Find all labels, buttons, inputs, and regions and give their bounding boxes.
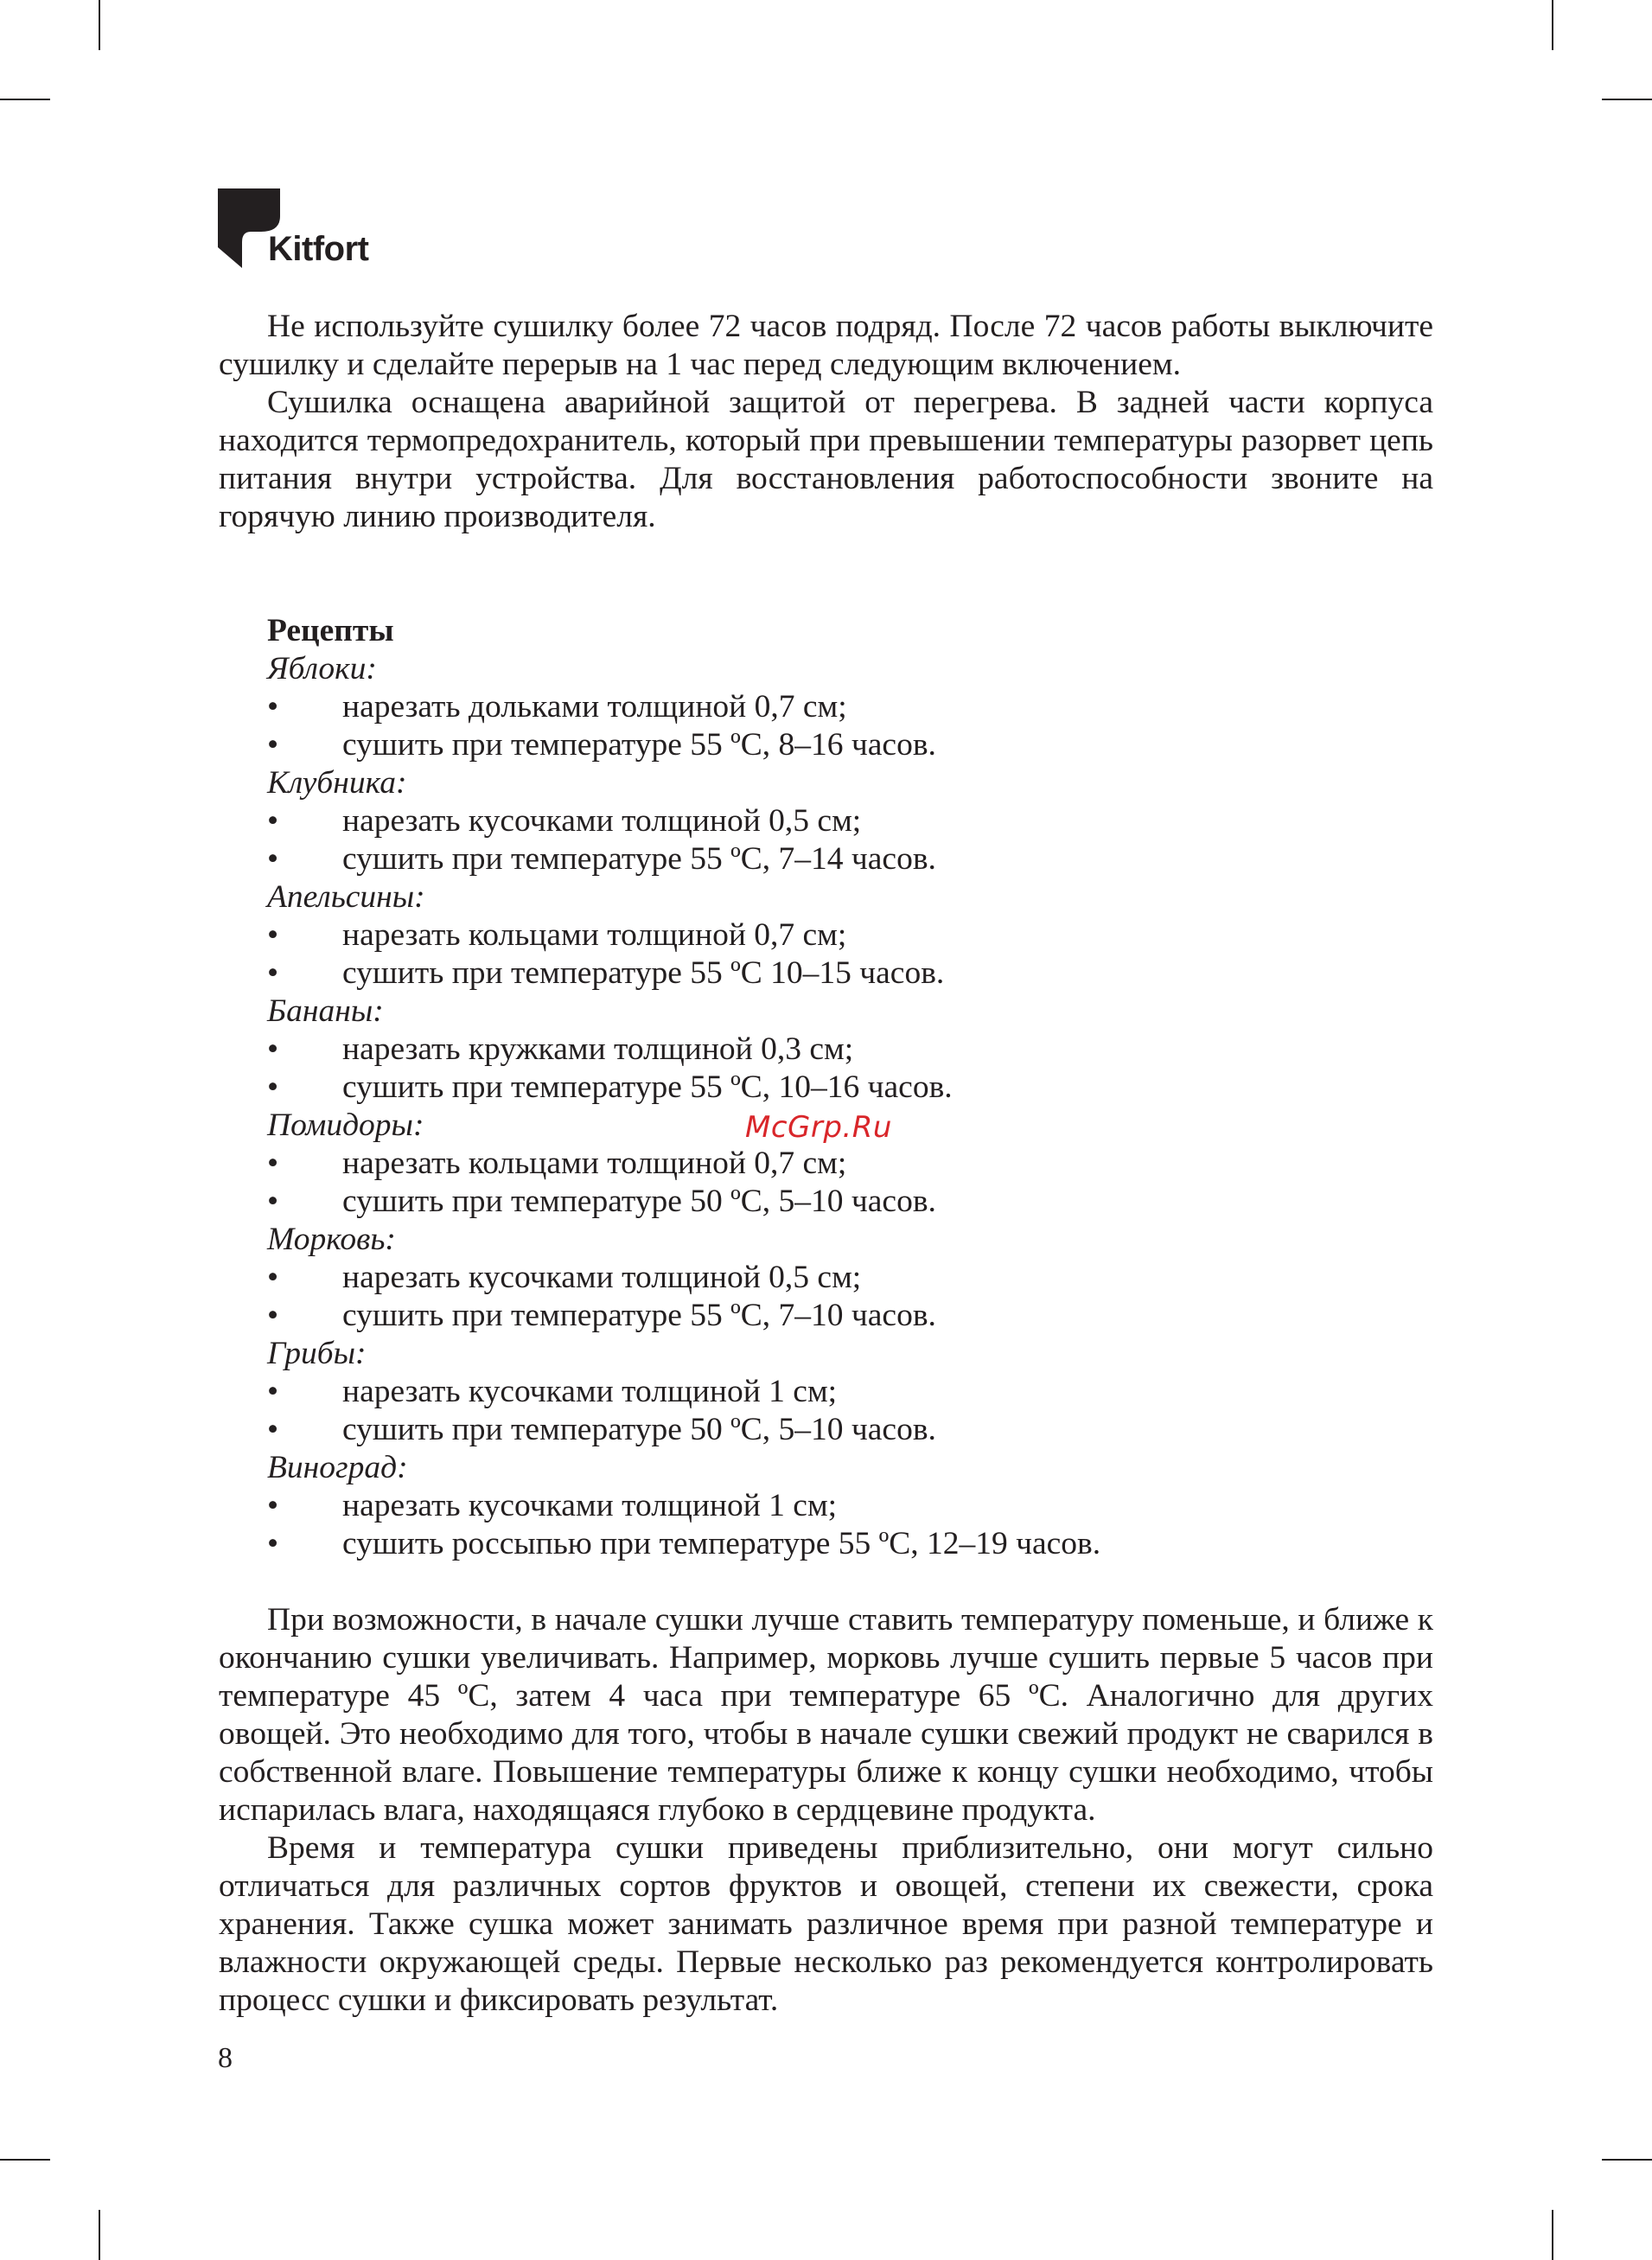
- recipe-step-text: нарезать кусочками толщиной 0,5 см;: [342, 1260, 862, 1295]
- recipe-name: Яблоки:: [267, 651, 377, 686]
- bullet-icon: •: [267, 917, 279, 953]
- recipe-name: Бананы:: [267, 993, 384, 1029]
- bullet-icon: •: [267, 727, 279, 763]
- recipe-step-text: сушить при температуре 55 ºС, 7–10 часов.: [342, 1298, 936, 1333]
- crop-mark-top-right: [1552, 0, 1553, 50]
- bullet-icon: •: [267, 1488, 279, 1523]
- intro-paragraph: Не используйте сушилку более 72 часов подряд. После 72 часов работы выключите сушилку и сделайте перерыв на 1 час перед следующим включением.: [219, 309, 1433, 382]
- page-content: [219, 308, 1433, 2020]
- recipe-step-text: сушить при температуре 55 ºС, 8–16 часов.: [342, 727, 936, 763]
- recipe-step: [219, 688, 1433, 726]
- intro-paragraph: Сушилка оснащена аварийной защитой от перегрева. В задней части корпуса находится термопредохранитель, который при превышении температуры разорвет цепь питания внутри устройства. Для восстановления работоспособности звоните на горячую линию производителя.: [219, 385, 1433, 534]
- recipe-step: [219, 1031, 1433, 1069]
- recipe-step-text: сушить при температуре 55 ºС 10–15 часов.: [342, 955, 945, 991]
- bullet-icon: •: [267, 1374, 279, 1409]
- bullet-icon: •: [267, 1526, 279, 1561]
- closing-paragraph: Время и температура сушки приведены приблизительно, они могут сильно отличаться для различных сортов фруктов и овощей, степени их свежести, срока хранения. Также сушка может занимать различное время при разной температуре и влажности окружающей среды. Первые несколько раз рекомендуется контролировать процесс сушки и фиксировать результат.: [219, 1830, 1433, 2018]
- recipe-step-text: сушить при температуре 50 ºС, 5–10 часов.: [342, 1412, 936, 1447]
- crop-mark-bottom-right-h: [1602, 2159, 1652, 2161]
- recipe-step-text: нарезать дольками толщиной 0,7 см;: [342, 689, 847, 725]
- bullet-icon: •: [267, 1412, 279, 1447]
- crop-mark-bottom-left-h: [0, 2159, 50, 2161]
- recipe-step-text: нарезать кольцами толщиной 0,7 см;: [342, 917, 847, 953]
- recipe-step-text: сушить при температуре 55 ºС, 7–14 часов.: [342, 841, 936, 877]
- crop-mark-bottom-right: [1552, 2210, 1553, 2260]
- crop-mark-top-right-h: [1602, 99, 1652, 100]
- closing-section: [219, 1601, 1433, 2020]
- recipe-step: [219, 1183, 1433, 1221]
- bullet-icon: •: [267, 1069, 279, 1105]
- bullet-icon: •: [267, 689, 279, 725]
- recipe-name: Виноград:: [267, 1450, 408, 1485]
- page-number: 8: [218, 2042, 233, 2074]
- recipe-name: Помидоры:: [267, 1108, 424, 1143]
- bullet-icon: •: [267, 1031, 279, 1067]
- bullet-icon: •: [267, 1260, 279, 1295]
- recipe-step: [219, 726, 1433, 764]
- recipe-step: [219, 1525, 1433, 1563]
- recipe-list: [219, 650, 1433, 1563]
- recipe-step: [219, 840, 1433, 878]
- recipes-section: [219, 612, 1433, 1563]
- recipe-step: [219, 1487, 1433, 1525]
- recipe-step: [219, 954, 1433, 993]
- bullet-icon: •: [267, 955, 279, 991]
- bullet-icon: •: [267, 1146, 279, 1181]
- bullet-icon: •: [267, 1184, 279, 1219]
- recipe-step: [219, 916, 1433, 954]
- bullet-icon: •: [267, 1298, 279, 1333]
- recipe-step: [219, 1259, 1433, 1297]
- recipe-name: Клубника:: [267, 765, 407, 801]
- bullet-icon: •: [267, 841, 279, 877]
- recipe-step: [219, 1373, 1433, 1411]
- recipe-name: Грибы:: [267, 1336, 367, 1371]
- bullet-icon: •: [267, 803, 279, 839]
- recipe-step: [219, 1145, 1433, 1183]
- recipe-step: [219, 1069, 1433, 1107]
- recipes-heading: Рецепты: [267, 613, 394, 648]
- watermark: McGrp.Ru: [745, 1110, 892, 1145]
- recipe-step-text: нарезать кусочками толщиной 1 см;: [342, 1374, 838, 1409]
- crop-mark-top-left: [99, 0, 100, 50]
- recipe-name: Апельсины:: [267, 879, 425, 915]
- recipe-step-text: сушить при температуре 55 ºС, 10–16 часов.: [342, 1069, 953, 1105]
- recipe-step-text: нарезать кружками толщиной 0,3 см;: [342, 1031, 854, 1067]
- recipe-step-text: нарезать кусочками толщиной 1 см;: [342, 1488, 838, 1523]
- recipe-step: [219, 1297, 1433, 1335]
- recipe-step-text: нарезать кусочками толщиной 0,5 см;: [342, 803, 862, 839]
- closing-paragraph: При возможности, в начале сушки лучше ставить температуру поменьше, и ближе к окончанию сушки увеличивать. Например, морковь лучше сушить первые 5 часов при температуре 45 ºС, затем 4 часа при температуре 65 ºС. Аналогично для других овощей. Это необходимо для того, чтобы в начале сушки свежий продукт не сварился в собственной влаге. Повышение температуры ближе к концу сушки необходимо, чтобы испарилась влага, находящаяся глубоко в сердцевине продукта.: [219, 1602, 1433, 1828]
- crop-mark-top-left-h: [0, 99, 50, 100]
- brand-name: Kitfort: [268, 230, 369, 268]
- recipe-step: [219, 802, 1433, 840]
- recipe-step: [219, 1411, 1433, 1449]
- recipe-step-text: сушить россыпью при температуре 55 ºС, 12–19 часов.: [342, 1526, 1101, 1561]
- recipe-step-text: нарезать кольцами толщиной 0,7 см;: [342, 1146, 847, 1181]
- recipe-step-text: сушить при температуре 50 ºС, 5–10 часов.: [342, 1184, 936, 1219]
- crop-mark-bottom-left: [99, 2210, 100, 2260]
- recipe-name: Морковь:: [267, 1222, 396, 1257]
